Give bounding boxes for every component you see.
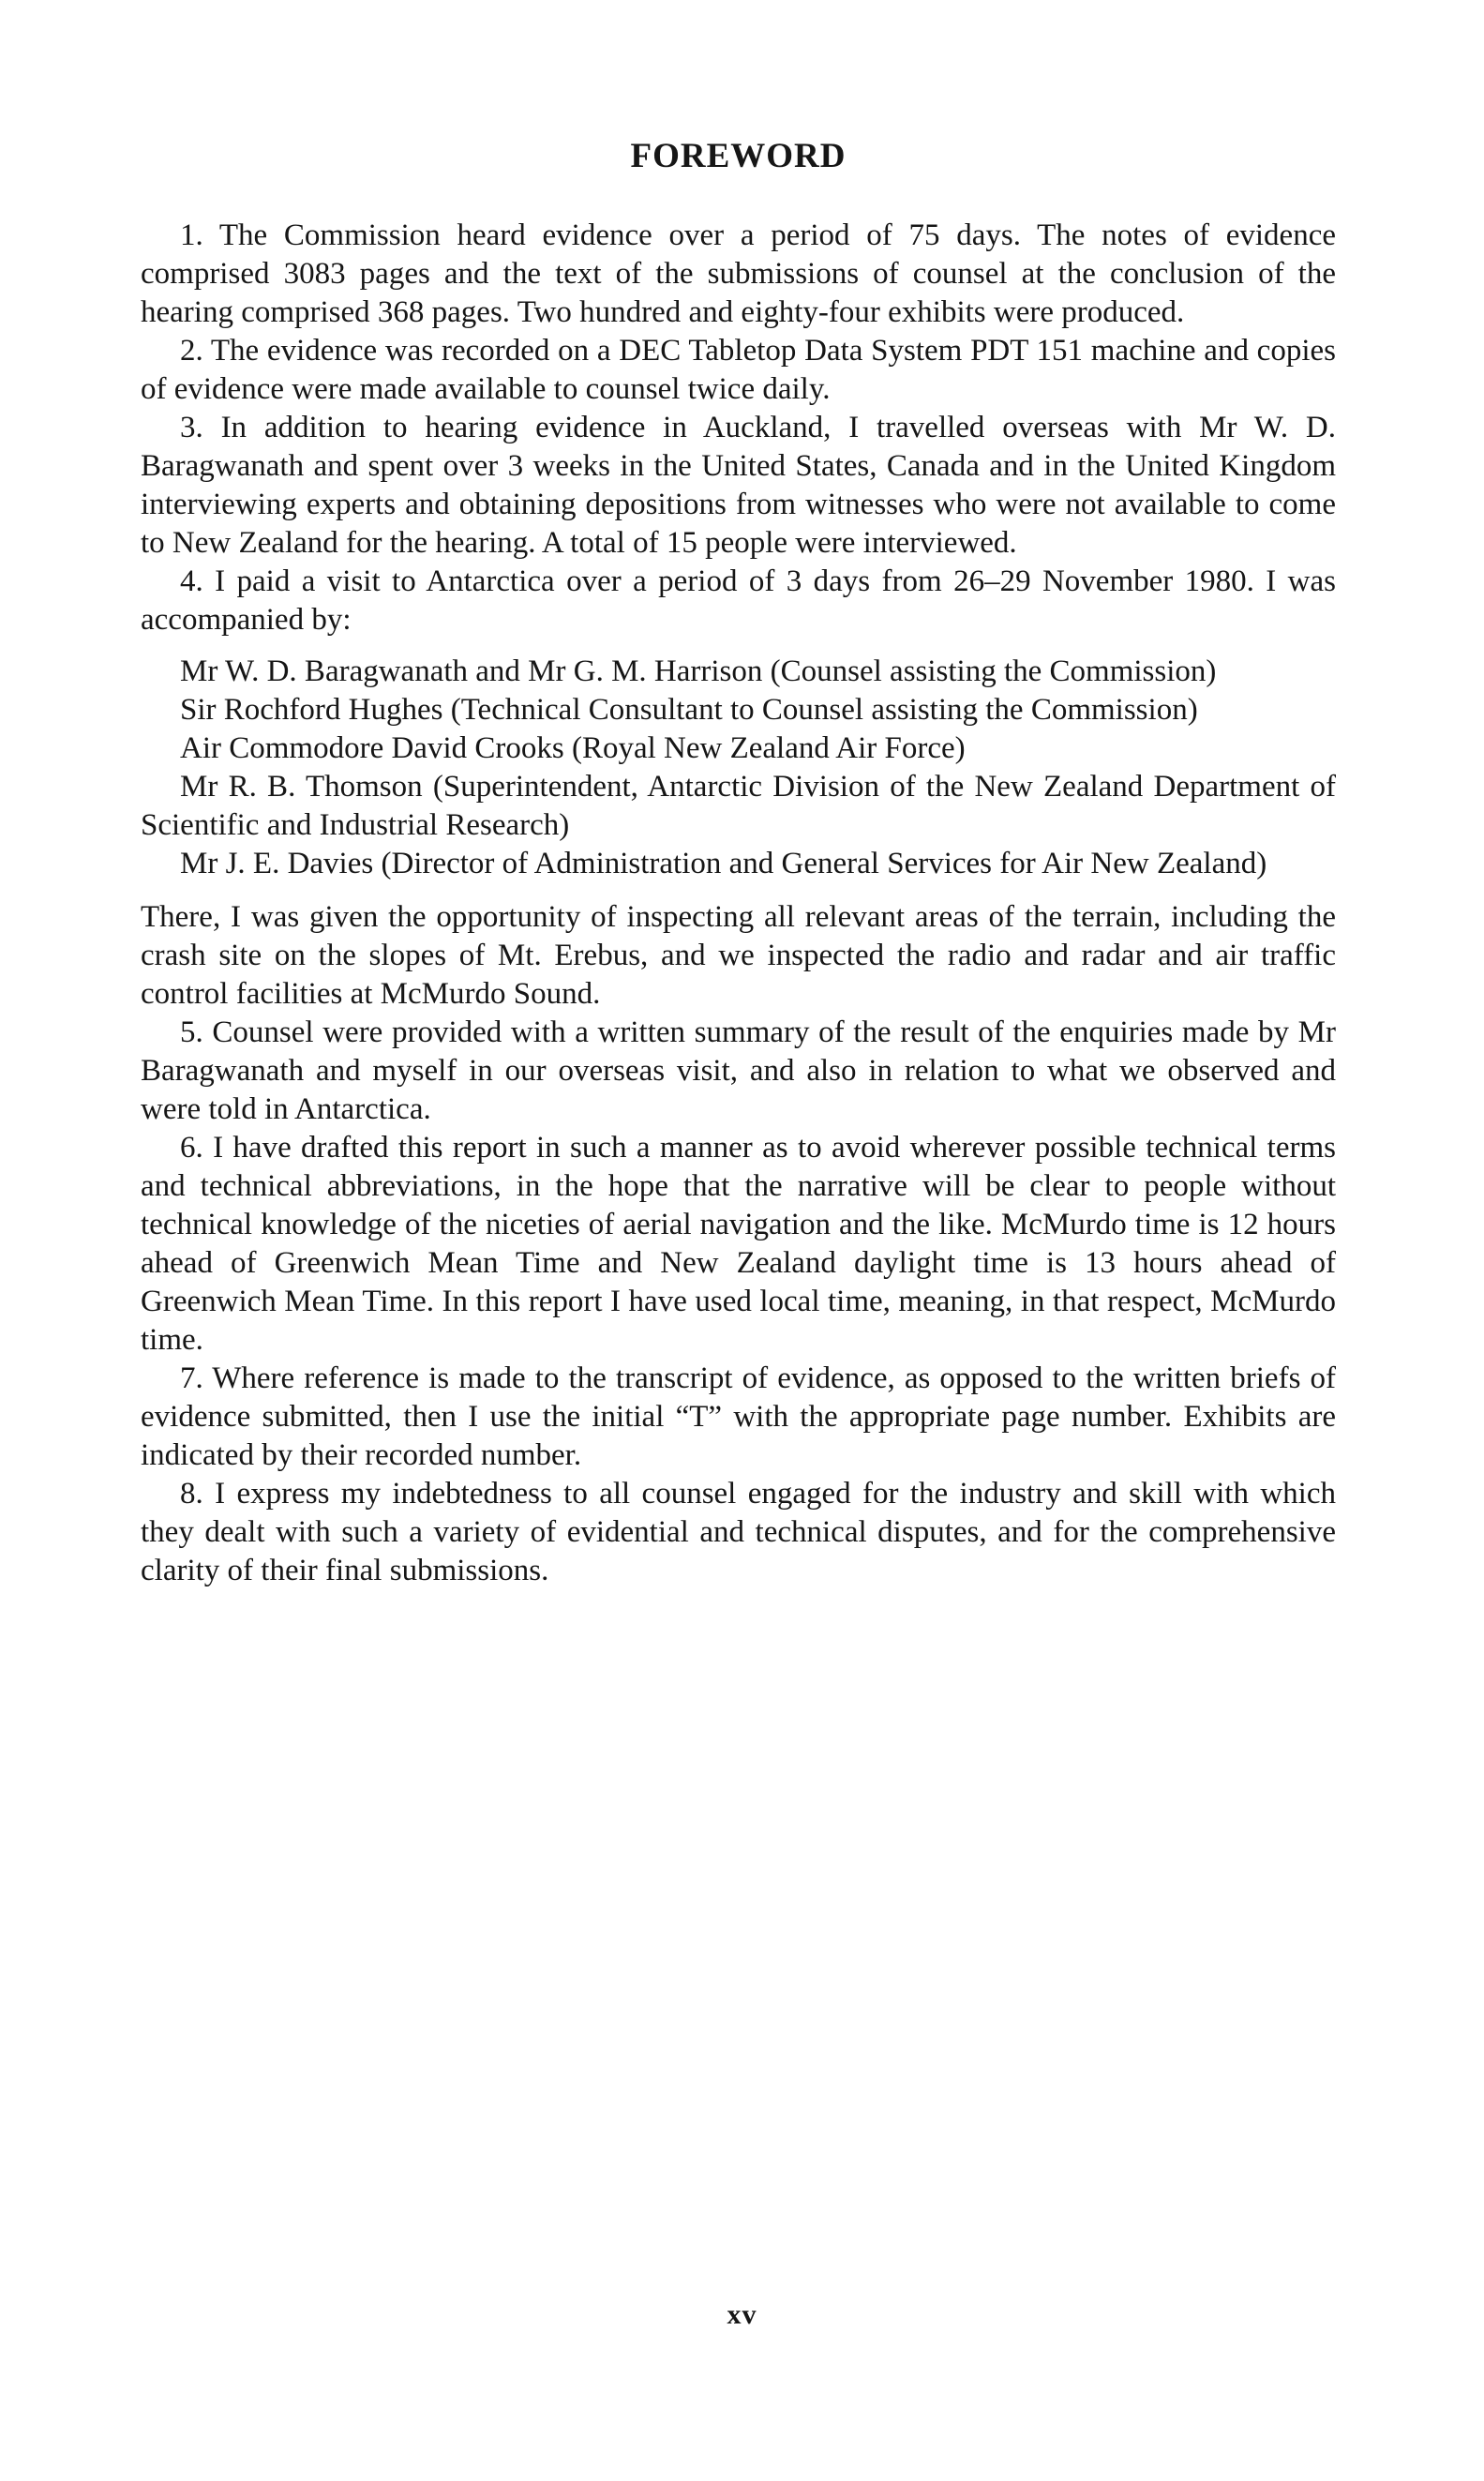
- document-page: [141, 139, 1336, 1590]
- paragraph-8: 8. I express my indebtedness to all counsel engaged for the industry and skill with which they dealt with such a variety of evidential and technical disputes, and for the comprehensive clarity of their final submissions.: [141, 1477, 1336, 1587]
- paragraph-2: 2. The evidence was recorded on a DEC Tabletop Data System PDT 151 machine and copies of evidence were made available to counsel twice daily.: [141, 334, 1336, 406]
- attendee-item: Sir Rochford Hughes (Technical Consultant to Counsel assisting the Commission): [180, 693, 1198, 727]
- attendee-item: Mr J. E. Davies (Director of Administration and General Services for Air New Zealand): [180, 847, 1267, 880]
- paragraph-5: 5. Counsel were provided with a written summary of the result of the enquiries made by Mr Baragwanath and myself in our overseas visit, and also in relation to what we observed and were told in Antarctica.: [141, 1015, 1336, 1126]
- attendee-item: Mr R. B. Thomson (Superintendent, Antarctic Division of the New Zealand Department of Scientific and Industrial Research): [141, 770, 1336, 842]
- attendee-item: Air Commodore David Crooks (Royal New Zealand Air Force): [180, 731, 966, 765]
- page-number: xv: [727, 2299, 757, 2330]
- page-title: FOREWORD: [630, 137, 847, 175]
- paragraph-6: 6. I have drafted this report in such a manner as to avoid wherever possible technical terms and technical abbreviations, in the hope that the narrative will be clear to people without technical knowledge of the niceties of aerial navigation and the like. McMurdo time is 12 hours ahead of Greenwich Mean Time and New Zealand daylight time is 13 hours ahead of Greenwich Mean Time. In this report I have used local time, meaning, in that respect, McMurdo time.: [141, 1131, 1336, 1357]
- attendee-item: Mr W. D. Baragwanath and Mr G. M. Harrison (Counsel assisting the Commission): [180, 654, 1217, 688]
- paragraph-3: 3. In addition to hearing evidence in Auckland, I travelled overseas with Mr W. D. Baragwanath and spent over 3 weeks in the United States, Canada and in the United Kingdom interviewing experts and obtaining depositions from witnesses who were not available to come to New Zealand for the hearing. A total of 15 people were interviewed.: [141, 411, 1336, 560]
- attendee-list: [141, 653, 1336, 883]
- paragraph-7: 7. Where reference is made to the transcript of evidence, as opposed to the written briefs of evidence submitted, then I use the initial “T” with the appropriate page number. Exhibits are indicated by their recorded number.: [141, 1361, 1336, 1472]
- body-text: [141, 217, 1336, 1590]
- paragraph-1: 1. The Commission heard evidence over a period of 75 days. The notes of evidence comprised 3083 pages and the text of the submissions of counsel at the conclusion of the hearing comprised 368 pages. Two hundred and eighty-four exhibits were produced.: [141, 218, 1336, 329]
- paragraph-4: 4. I paid a visit to Antarctica over a period of 3 days from 26–29 November 1980. I was accompanied by:: [141, 564, 1336, 637]
- continuation-paragraph: There, I was given the opportunity of inspecting all relevant areas of the terrain, including the crash site on the slopes of Mt. Erebus, and we inspected the radio and radar and air traffic control facilities at McMurdo Sound.: [141, 900, 1336, 1011]
